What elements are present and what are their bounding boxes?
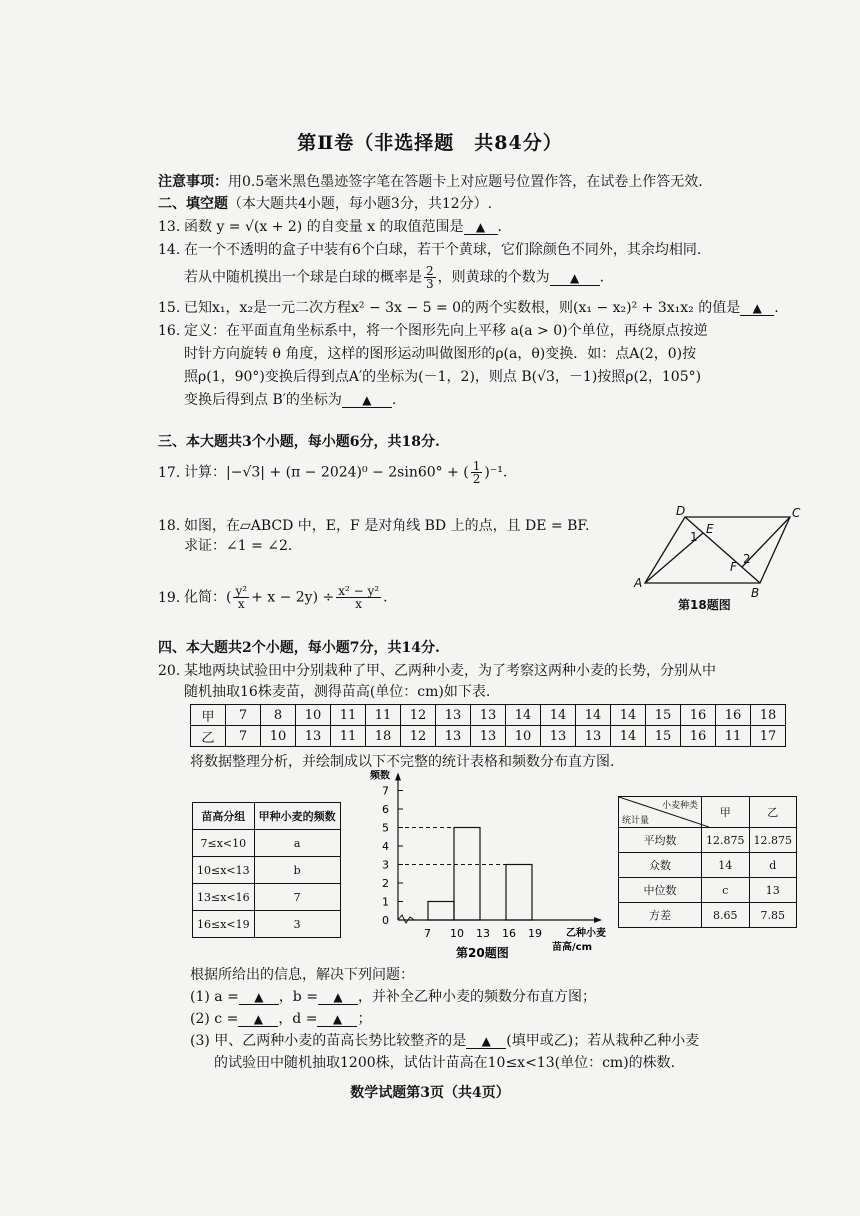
q16-blank[interactable]: ▲ bbox=[342, 393, 392, 408]
stats-col-header: 乙 bbox=[749, 797, 797, 828]
stats-table-header bbox=[619, 797, 797, 828]
wheat-height-cell: 11 bbox=[331, 726, 366, 747]
wheat-height-table bbox=[190, 704, 786, 747]
wheat-height-cell: 14 bbox=[611, 705, 646, 726]
q14-line2a: 若从中随机摸出一个球是白球的概率是 bbox=[184, 269, 422, 286]
stats-table-cell: 12.875 bbox=[702, 828, 750, 853]
question-20-line1 bbox=[158, 661, 716, 681]
group-table-row bbox=[193, 911, 341, 938]
q20-line1: 某地两块试验田中分别栽种了甲、乙两种小麦，为了考察这两种小麦的长势，分别从中 bbox=[184, 663, 716, 679]
q14-frac-den: 3 bbox=[426, 277, 434, 291]
stats-table-cell: 平均数 bbox=[619, 828, 702, 853]
figure-18-caption: 第18题图 bbox=[678, 598, 731, 612]
q17-fraction bbox=[471, 460, 483, 485]
parallelogram-abcd bbox=[645, 517, 790, 583]
q20-p3-b: (填甲或乙)；若从栽种乙种小麦 bbox=[506, 1033, 700, 1049]
wheat-height-cell: 11 bbox=[331, 705, 366, 726]
x-axis-label-line2: 苗高/cm bbox=[552, 942, 592, 953]
y-tick-label: 5 bbox=[382, 821, 389, 835]
figure-18 bbox=[630, 505, 805, 615]
wheat-table-row bbox=[191, 726, 786, 747]
y-tick-label: 2 bbox=[382, 877, 389, 890]
q14-line1: 在一个不透明的盒子中装有6个白球，若干个黄球，它们除颜色不同外，其余均相同. bbox=[184, 242, 702, 258]
q16-end: . bbox=[391, 392, 397, 408]
group-table-row bbox=[193, 857, 341, 884]
wheat-height-cell: 11 bbox=[716, 726, 751, 747]
q20-part2 bbox=[190, 1009, 371, 1029]
histogram-bar bbox=[454, 828, 480, 921]
group-table-header-cell: 甲种小麦的频数 bbox=[254, 803, 340, 830]
y-tick-label: 6 bbox=[382, 803, 389, 816]
histogram-chart bbox=[350, 770, 620, 960]
wheat-height-cell: 18 bbox=[751, 705, 786, 726]
axis-break-icon bbox=[398, 915, 414, 923]
q15-number: 15. bbox=[158, 300, 181, 316]
q17-frac-den: 2 bbox=[472, 472, 481, 486]
x-tick-label: 13 bbox=[476, 927, 490, 940]
q14-fraction bbox=[424, 265, 436, 290]
q14-number: 14. bbox=[158, 242, 181, 258]
histogram-caption: 第20题图 bbox=[456, 946, 509, 960]
wheat-height-cell: 15 bbox=[646, 705, 681, 726]
q19-f1-den: x bbox=[237, 597, 245, 611]
wheat-height-cell: 13 bbox=[576, 726, 611, 747]
q20-p1-c: ，并补全乙种小麦的频数分布直方图； bbox=[357, 989, 596, 1005]
page-title: 第Ⅱ卷（非选择题 共84分） bbox=[297, 132, 563, 154]
x-tick-label: 16 bbox=[502, 927, 516, 940]
stats-table-cell: 8.65 bbox=[702, 903, 750, 928]
group-table-header-cell: 苗高分组 bbox=[193, 803, 255, 830]
q20-p2-a: (2) c = bbox=[190, 1011, 239, 1027]
y-tick-label: 1 bbox=[382, 895, 389, 909]
q20-blank-a[interactable]: ▲ bbox=[239, 990, 279, 1005]
label-a: A bbox=[634, 576, 643, 590]
q20-intro: 根据所给出的信息，解决下列问题： bbox=[190, 967, 414, 983]
notice bbox=[158, 172, 703, 192]
question-15 bbox=[158, 298, 779, 318]
histogram-bar bbox=[428, 902, 454, 921]
label-e: E bbox=[706, 522, 714, 536]
wheat-height-cell: 13 bbox=[541, 726, 576, 747]
q15-blank[interactable]: ▲ bbox=[740, 301, 774, 316]
wheat-height-cell: 14 bbox=[611, 726, 646, 747]
group-table-cell: 7 bbox=[254, 884, 340, 911]
wheat-height-cell: 10 bbox=[296, 705, 331, 726]
group-table-cell: a bbox=[254, 830, 340, 857]
stats-corner-bottom: 统计量 bbox=[622, 816, 650, 826]
stats-corner-top: 小麦种类 bbox=[661, 801, 698, 811]
group-frequency-table bbox=[192, 802, 341, 938]
q19-end: . bbox=[383, 589, 388, 606]
q18-number: 18. bbox=[158, 518, 181, 534]
question-16-line4 bbox=[184, 390, 396, 410]
q17-end: )⁻¹. bbox=[484, 464, 508, 481]
statistics-table bbox=[618, 796, 797, 928]
q20-blank-c[interactable]: ▲ bbox=[238, 1012, 278, 1027]
label-angle1: 1 bbox=[690, 530, 698, 544]
stats-table-row bbox=[619, 828, 797, 853]
q15-end: . bbox=[774, 300, 779, 316]
group-table-row bbox=[193, 830, 341, 857]
q20-p3-line2: 的试验田中随机抽取1200株，试估计苗高在10≤x<13(单位：cm)的株数. bbox=[214, 1055, 676, 1071]
wheat-height-cell: 17 bbox=[751, 726, 786, 747]
q20-p1-a: (1) a = bbox=[190, 989, 239, 1005]
q19-frac2 bbox=[336, 585, 381, 610]
section3-heading: 三、本大题共3个小题，每小题6分，共18分. bbox=[158, 434, 440, 450]
section2-title: 二、填空题 bbox=[158, 196, 228, 212]
label-angle2: 2 bbox=[743, 552, 751, 566]
wheat-height-cell: 18 bbox=[366, 726, 401, 747]
q20-p3-a: (3) 甲、乙两种小麦的苗高长势比较整齐的是 bbox=[190, 1033, 467, 1049]
question-14-line2 bbox=[184, 265, 604, 290]
q14-line2b: ，则黄球的个数为 bbox=[437, 269, 550, 286]
q17-frac-num: 1 bbox=[472, 459, 481, 473]
stats-table-cell: 7.85 bbox=[749, 903, 797, 928]
question-18-line1 bbox=[158, 516, 589, 536]
question-19 bbox=[158, 585, 388, 610]
group-table-cell: 3 bbox=[254, 911, 340, 938]
stats-table-corner bbox=[619, 797, 702, 828]
wheat-height-cell: 16 bbox=[681, 726, 716, 747]
stats-table-cell: 方差 bbox=[619, 903, 702, 928]
q20-blank-e[interactable]: ▲ bbox=[466, 1034, 506, 1049]
q20-p1-b: ，b = bbox=[278, 989, 318, 1005]
stats-table-cell: 12.875 bbox=[749, 828, 797, 853]
wheat-height-cell: 7 bbox=[226, 726, 261, 747]
q13-text: 函数 y = √(x + 2) 的自变量 x 的取值范围是 bbox=[184, 219, 464, 235]
q13-number: 13. bbox=[158, 219, 181, 235]
group-table-cell: b bbox=[254, 857, 340, 884]
histogram-bar bbox=[506, 865, 532, 921]
statistics-table-body bbox=[619, 797, 797, 928]
q19-mid: + x − 2y) ÷ bbox=[251, 589, 335, 606]
label-b: B bbox=[751, 586, 760, 600]
label-f: F bbox=[730, 560, 737, 574]
wheat-height-cell: 14 bbox=[576, 705, 611, 726]
wheat-height-cell: 13 bbox=[471, 705, 506, 726]
stats-col-header: 甲 bbox=[702, 797, 750, 828]
x-axis-label-line1: 乙种小麦 bbox=[566, 928, 606, 939]
x-tick-label: 19 bbox=[528, 927, 542, 940]
q19-frac1 bbox=[233, 585, 249, 610]
wheat-height-cell: 13 bbox=[436, 705, 471, 726]
stats-table-row bbox=[619, 853, 797, 878]
section2-heading bbox=[158, 194, 492, 214]
wheat-height-cell: 11 bbox=[366, 705, 401, 726]
wheat-row-label: 甲 bbox=[191, 705, 226, 726]
q20-line2: 随机抽取16株麦苗，测得苗高(单位：cm)如下表. bbox=[184, 684, 491, 700]
stats-table-row bbox=[619, 903, 797, 928]
q19-number: 19. bbox=[158, 589, 181, 606]
q20-blank-d[interactable]: ▲ bbox=[317, 1012, 357, 1027]
stats-table-row bbox=[619, 878, 797, 903]
q19-f2-den: x bbox=[355, 597, 363, 611]
question-16-line1 bbox=[158, 321, 708, 341]
stats-table-cell: d bbox=[749, 853, 797, 878]
group-table-row bbox=[193, 884, 341, 911]
stats-table-cell: 14 bbox=[702, 853, 750, 878]
y-tick-label: 7 bbox=[382, 784, 389, 798]
q20-p2-c: ； bbox=[357, 1011, 372, 1027]
q17-text: 计算：|−√3| + (π − 2024)⁰ − 2sin60° + ( bbox=[184, 464, 469, 481]
q16-number: 16. bbox=[158, 323, 181, 339]
notice-text: 用0.5毫米黑色墨迹签字笔在答题卡上对应题号位置作答，在试卷上作答无效. bbox=[228, 174, 703, 190]
q20-line3: 将数据整理分析，并绘制成以下不完整的统计表格和频数分布直方图. bbox=[190, 754, 615, 770]
wheat-height-cell: 8 bbox=[261, 705, 296, 726]
wheat-row-label: 乙 bbox=[191, 726, 226, 747]
section4-heading: 四、本大题共2个小题，每小题7分，共14分. bbox=[158, 640, 440, 656]
q14-blank[interactable]: ▲ bbox=[550, 271, 600, 286]
question-17 bbox=[158, 460, 507, 485]
q13-end: . bbox=[497, 219, 502, 235]
notice-label: 注意事项： bbox=[158, 174, 228, 190]
label-d: D bbox=[676, 505, 686, 518]
stats-table-cell: 众数 bbox=[619, 853, 702, 878]
q17-number: 17. bbox=[158, 464, 181, 481]
q20-part1 bbox=[190, 987, 596, 1007]
wheat-height-cell: 10 bbox=[506, 726, 541, 747]
y-tick-label: 0 bbox=[382, 914, 389, 927]
y-axis-arrow bbox=[395, 773, 401, 781]
wheat-height-table-body bbox=[191, 705, 786, 747]
q20-number: 20. bbox=[158, 663, 181, 679]
q16-line1: 定义：在平面直角坐标系中，将一个图形先向上平移 a(a > 0)个单位，再绕原点按逆 bbox=[184, 323, 708, 339]
x-axis-arrow bbox=[594, 917, 602, 923]
q20-blank-b[interactable]: ▲ bbox=[318, 990, 358, 1005]
q16-line4a: 变换后得到点 B′的坐标为 bbox=[184, 392, 342, 408]
wheat-height-cell: 13 bbox=[471, 726, 506, 747]
q20-p2-b: ，d = bbox=[278, 1011, 318, 1027]
wheat-height-cell: 10 bbox=[261, 726, 296, 747]
wheat-height-cell: 16 bbox=[681, 705, 716, 726]
section2-rest: （本大题共4小题，每小题3分，共12分）. bbox=[228, 196, 493, 212]
stats-table-cell: 中位数 bbox=[619, 878, 702, 903]
question-13 bbox=[158, 217, 502, 237]
group-table-cell: 16≤x<19 bbox=[193, 911, 255, 938]
y-axis-label: 频数 bbox=[370, 770, 390, 782]
group-table-cell: 10≤x<13 bbox=[193, 857, 255, 884]
wheat-height-cell: 12 bbox=[401, 705, 436, 726]
q19-pre: 化简：( bbox=[184, 589, 232, 606]
wheat-table-row bbox=[191, 705, 786, 726]
q15-text: 已知x₁，x₂是一元二次方程x² − 3x − 5 = 0的两个实数根，则(x₁ − x₂)² + 3x₁x₂ 的值是 bbox=[184, 300, 741, 316]
wheat-height-cell: 7 bbox=[226, 705, 261, 726]
wheat-height-cell: 14 bbox=[541, 705, 576, 726]
q16-line3: 照ρ(1，90°)变换后得到点A′的坐标为(－1，2)，则点 B(√3，－1)按照ρ(2，105°) bbox=[184, 369, 702, 385]
stats-table-cell: c bbox=[702, 878, 750, 903]
group-table-cell: 7≤x<10 bbox=[193, 830, 255, 857]
q14-frac-num: 2 bbox=[426, 264, 434, 278]
group-frequency-table-body bbox=[193, 803, 341, 938]
q18-line2: 求证：∠1 = ∠2. bbox=[184, 538, 293, 554]
q14-end: . bbox=[599, 269, 605, 286]
wheat-height-cell: 12 bbox=[401, 726, 436, 747]
q20-part3 bbox=[190, 1031, 699, 1051]
stats-table-cell: 13 bbox=[749, 878, 797, 903]
page-footer: 数学试题第3页（共4页） bbox=[350, 1085, 510, 1101]
wheat-height-cell: 13 bbox=[436, 726, 471, 747]
y-tick-label: 4 bbox=[382, 840, 389, 853]
wheat-height-cell: 13 bbox=[296, 726, 331, 747]
q18-line1: 如图，在▱ABCD 中，E，F 是对角线 BD 上的点，且 DE = BF. bbox=[184, 518, 590, 534]
question-14-line1 bbox=[158, 240, 701, 260]
q19-f1-num: y² bbox=[235, 584, 248, 598]
x-tick-label: 10 bbox=[450, 927, 464, 940]
group-table-cell: 13≤x<16 bbox=[193, 884, 255, 911]
q13-blank[interactable]: ▲ bbox=[464, 220, 498, 235]
q19-f2-num: x² − y² bbox=[338, 584, 380, 598]
wheat-height-cell: 14 bbox=[506, 705, 541, 726]
group-table-header bbox=[193, 803, 341, 830]
q16-line2: 时针方向旋转 θ 角度，这样的图形运动叫做图形的ρ(a，θ)变换．如：点A(2，0)按 bbox=[184, 346, 697, 362]
x-tick-label: 7 bbox=[424, 927, 431, 940]
diagonal-bd bbox=[685, 517, 760, 583]
wheat-height-cell: 15 bbox=[646, 726, 681, 747]
wheat-height-cell: 16 bbox=[716, 705, 751, 726]
y-tick-label: 3 bbox=[382, 858, 389, 872]
label-c: C bbox=[792, 506, 801, 520]
